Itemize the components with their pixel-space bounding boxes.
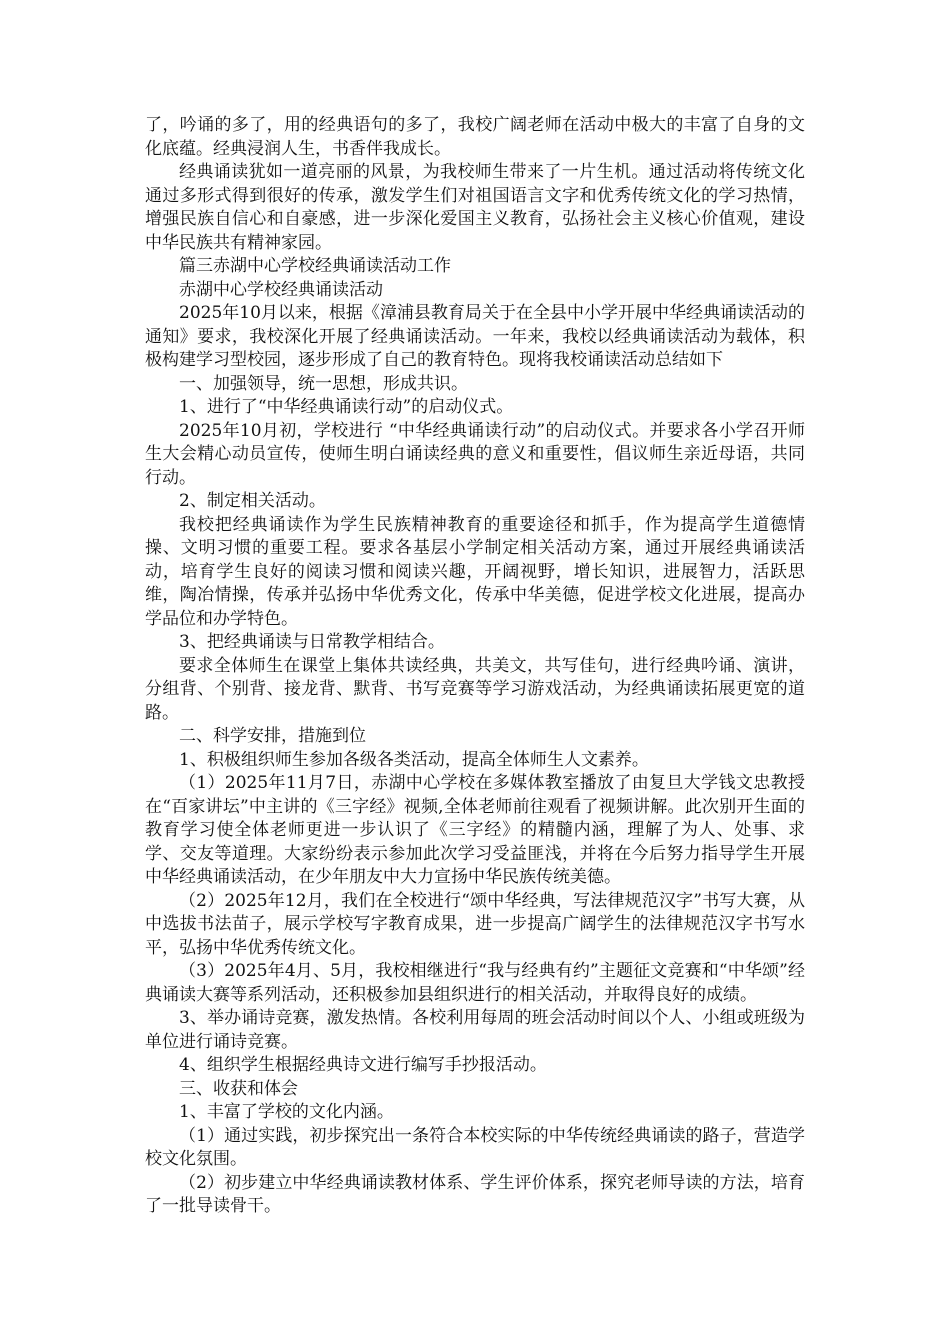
paragraph: 2025年10月初，学校进行 “中华经典诵读行动”的启动仪式。并要求各小学召开师生大会精心动员宣传，使师生明白诵读经典的意义和重要性，倡议师生亲近母语，共同行动。 — [145, 420, 805, 488]
subheading: 1、积极组织师生参加各级各类活动，提高全体师生人文素养。 — [179, 749, 649, 770]
heading: 一、加强领导，统一思想，形成共识。 — [179, 373, 468, 394]
paragraph: 3、举办诵诗竞赛，激发热情。各校利用每周的班会活动时间以个人、小组或班级为单位进行诵诗竞赛。 — [145, 1008, 805, 1052]
section-subtitle: 赤湖中心学校经典诵读活动 — [179, 279, 383, 300]
subheading: 4、组织学生根据经典诗文进行编写手抄报活动。 — [179, 1055, 547, 1075]
heading: 二、科学安排，措施到位 — [179, 726, 366, 746]
paragraph: 了，吟诵的多了，用的经典语句的多了，我校广阔老师在活动中极大的丰富了自身的文化底蕴。经典浸润人生，书香伴我成长。 — [145, 115, 805, 159]
subheading: 2、制定相关活动。 — [179, 491, 326, 511]
subheading: 3、把经典诵读与日常教学相结合。 — [179, 632, 445, 652]
heading: 三、收获和体会 — [179, 1078, 298, 1099]
paragraph: 2025年10月以来，根据《漳浦县教育局关于在全县中小学开展中华经典诵读活动的通知》要求，我校深化开展了经典诵读活动。一年来，我校以经典诵读活动为载体，积极构建学习型校园，逐步形成了自己的教育特色。现将我校诵读活动总结如下 — [145, 303, 805, 370]
paragraph: 要求全体师生在课堂上集体共读经典，共美文，共写佳句，进行经典吟诵、演讲，分组背、个别背、接龙背、默背、书写竞赛等学习游戏活动，为经典诵读拓展更宽的道路。 — [145, 655, 805, 723]
paragraph: （1）2025年11月7日，赤湖中心学校在多媒体教室播放了由复旦大学钱文忠教授在“百家讲坛”中主讲的《三字经》视频,全体老师前往观看了视频讲解。此次别开生面的教育学习使全体老师更进一步认识了《三字经》的精髓内涵，理解了为人、处事、求学、交友等道理。大家纷纷表示参加此次学习受益匪浅，并将在今后努力指导学生开展中华经典诵读活动，在少年朋友中大力宣扬中华民族传统美德。 — [145, 773, 805, 887]
paragraph: （1）通过实践，初步探究出一条符合本校实际的中华传统经典诵读的路子，营造学校文化氛围。 — [145, 1125, 805, 1169]
subheading: 1、进行了“中华经典诵读行动”的启动仪式。 — [179, 397, 514, 417]
section-title: 篇三赤湖中心学校经典诵读活动工作 — [179, 256, 451, 276]
paragraph: 我校把经典诵读作为学生民族精神教育的重要途径和抓手，作为提高学生道德情操、文明习惯的重要工程。要求各基层小学制定相关活动方案，通过开展经典诵读活动，培育学生良好的阅读习惯和阅读兴趣，开阔视野，增长知识，进展智力，活跃思维，陶冶情操，传承并弘扬中华优秀文化，传承中华美德，促进学校文化进展，提高办学品位和办学特色。 — [145, 514, 805, 629]
paragraph: （2）2025年12月，我们在全校进行“颂中华经典，写法律规范汉字”书写大赛，从中选拔书法苗子，展示学校写字教育成果，进一步提高广阔学生的法律规范汉字书写水平，弘扬中华优秀传统文化。 — [145, 890, 805, 958]
paragraph: 经典诵读犹如一道亮丽的风景，为我校师生带来了一片生机。通过活动将传统文化通过多形式得到很好的传承，激发学生们对祖国语言文字和优秀传统文化的学习热情，增强民族自信心和自豪感，进一步深化爱国主义教育，弘扬社会主义核心价值观，建设中华民族共有精神家园。 — [145, 162, 805, 253]
paragraph: （2）初步建立中华经典诵读教材体系、学生评价体系，探究老师导读的方法，培育了一批导读骨干。 — [145, 1172, 805, 1216]
document-body — [145, 114, 805, 1219]
paragraph: （3）2025年4月、5月，我校相继进行“我与经典有约”主题征文竞赛和“中华颂”经典诵读大赛等系列活动，还积极参加县组织进行的相关活动，并取得良好的成绩。 — [145, 961, 805, 1005]
subheading: 1、丰富了学校的文化内涵。 — [179, 1102, 394, 1122]
